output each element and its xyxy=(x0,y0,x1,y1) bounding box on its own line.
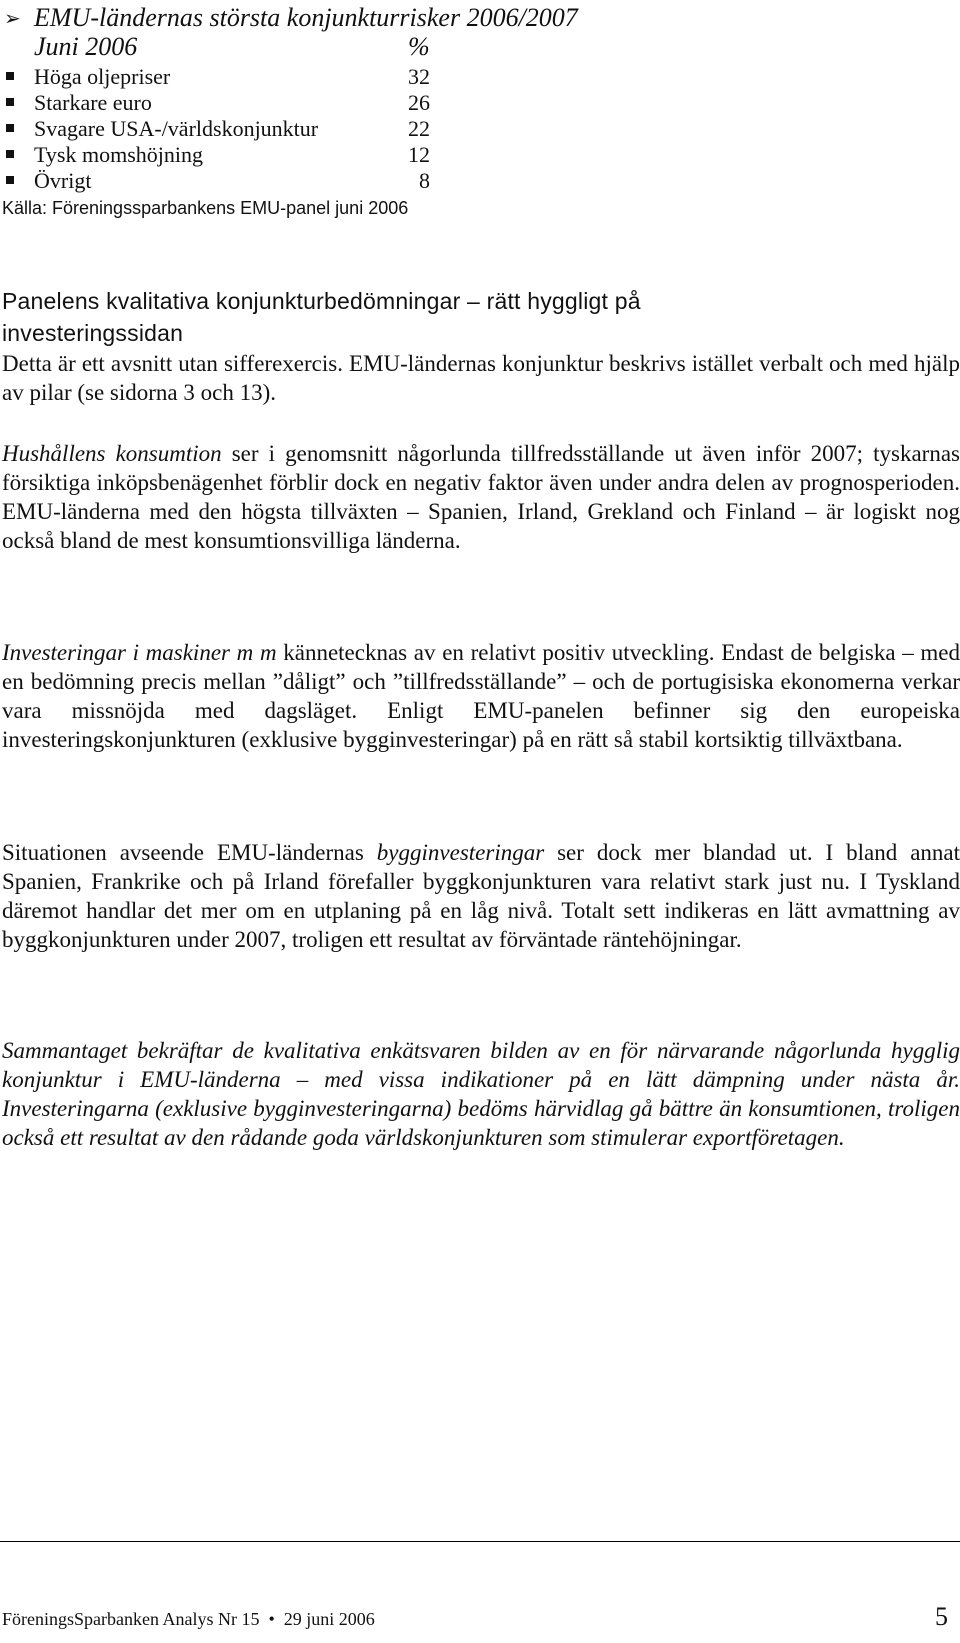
paragraph-summary: Sammantaget bekräftar de kvalitativa enkätsvaren bilden av en för närvarande någorlunda hygglig konjunktur i EMU-länderna – med vissa indikationer på en lätt dämpning under nästa år. Investeringarna (exklusive bygginvesteringarna) bedöms härvidlag gå bättre än konsumtionen, troligen också ett resultat av den rådande goda världskonjunkturen som stimulerar exportföretagen. xyxy=(2,1038,960,1150)
risk-value: 22 xyxy=(408,116,430,141)
risk-label: Tysk momshöjning xyxy=(34,142,203,167)
paragraph-consumption xyxy=(2,439,960,555)
list-item xyxy=(0,168,440,194)
paragraph-lead: Hushållens konsumtion xyxy=(2,441,222,466)
footer xyxy=(2,1607,375,1631)
paragraph-text: ser i genomsnitt någorlunda tillfredsställande ut även inför 2007; tyskarnas försiktiga inköpsbenägenhet förblir dock en negativ faktor även under andra delen av prognosperioden. EMU-länderna med den högsta tillväxten – Spanien, Irland, Grekland och Finland – är logiskt nog också bland de mest konsumtionsvilliga länderna. xyxy=(2,441,960,553)
box-unit: % xyxy=(408,32,430,61)
section-heading: Panelens kvalitativa konjunkturbedömningar – rätt hyggligt på investeringssidan xyxy=(2,288,641,346)
risk-label: Starkare euro xyxy=(34,90,152,115)
box-subtitle: Juni 2006 xyxy=(34,32,138,61)
footer-date: 29 juni 2006 xyxy=(283,1609,375,1629)
square-bullet-icon xyxy=(6,124,14,132)
risk-value: 12 xyxy=(408,142,430,167)
paragraph-text: ser dock mer blandad ut. I bland annat Spanien, Frankrike och på Irland förefaller byggkonjunkturen vara relativt stark just nu. I Tyskland däremot handlar det mer om en utplaning på en låg nivå. Totalt sett indikeras en lätt avmattning av byggkonjunkturen under 2007, troligen ett resultat av förväntade räntehöjningar. xyxy=(2,840,960,952)
risk-label: Svagare USA-/världskonjunktur xyxy=(34,116,319,141)
box-title: EMU-ländernas största konjunkturrisker 2006/2007 xyxy=(34,3,578,32)
arrow-bullet-icon: ➢ xyxy=(4,8,21,30)
paragraph-construction xyxy=(2,838,960,954)
paragraph-intro: Detta är ett avsnitt utan sifferexercis. EMU-ländernas konjunktur beskrivs istället verbalt och med hjälp av pilar (se sidorna 3 och 13). xyxy=(2,351,960,405)
square-bullet-icon xyxy=(6,150,14,158)
risk-value: 26 xyxy=(408,90,430,115)
paragraph-investments xyxy=(2,638,960,754)
source-note: Källa: Föreningssparbankens EMU-panel juni 2006 xyxy=(2,198,409,218)
list-item xyxy=(0,116,440,142)
footer-separator: • xyxy=(268,1609,275,1629)
risk-label: Höga oljepriser xyxy=(34,64,171,89)
paragraph-text: kännetecknas av en relativt positiv utveckling. Endast de belgiska – med en bedömning precis mellan ”dåligt” och ”tillfredsställande” – och de portugisiska ekonomerna verkar vara missnöjda med dagsläget. Enligt EMU-panelen befinner sig den europeiska investeringskonjunkturen (exklusive bygginvesteringar) på en rätt så stabil kortsiktig tillväxtbana. xyxy=(2,640,960,752)
square-bullet-icon xyxy=(6,176,14,184)
risk-label: Övrigt xyxy=(34,168,92,193)
paragraph-emphasis: bygginvesteringar xyxy=(376,840,545,865)
footer-rule xyxy=(0,1541,960,1542)
square-bullet-icon xyxy=(6,72,14,80)
risk-value: 32 xyxy=(408,64,430,89)
paragraph-lead: Investeringar i maskiner m m xyxy=(2,640,277,665)
page-number: 5 xyxy=(935,1602,948,1631)
list-item xyxy=(0,90,440,116)
list-item xyxy=(0,142,440,168)
square-bullet-icon xyxy=(6,98,14,106)
list-item xyxy=(0,64,440,90)
paragraph-text: Situationen avseende EMU-ländernas xyxy=(2,840,377,865)
footer-publication: FöreningsSparbanken Analys Nr 15 xyxy=(2,1609,260,1629)
risk-value: 8 xyxy=(419,168,430,193)
risk-list xyxy=(0,64,440,194)
